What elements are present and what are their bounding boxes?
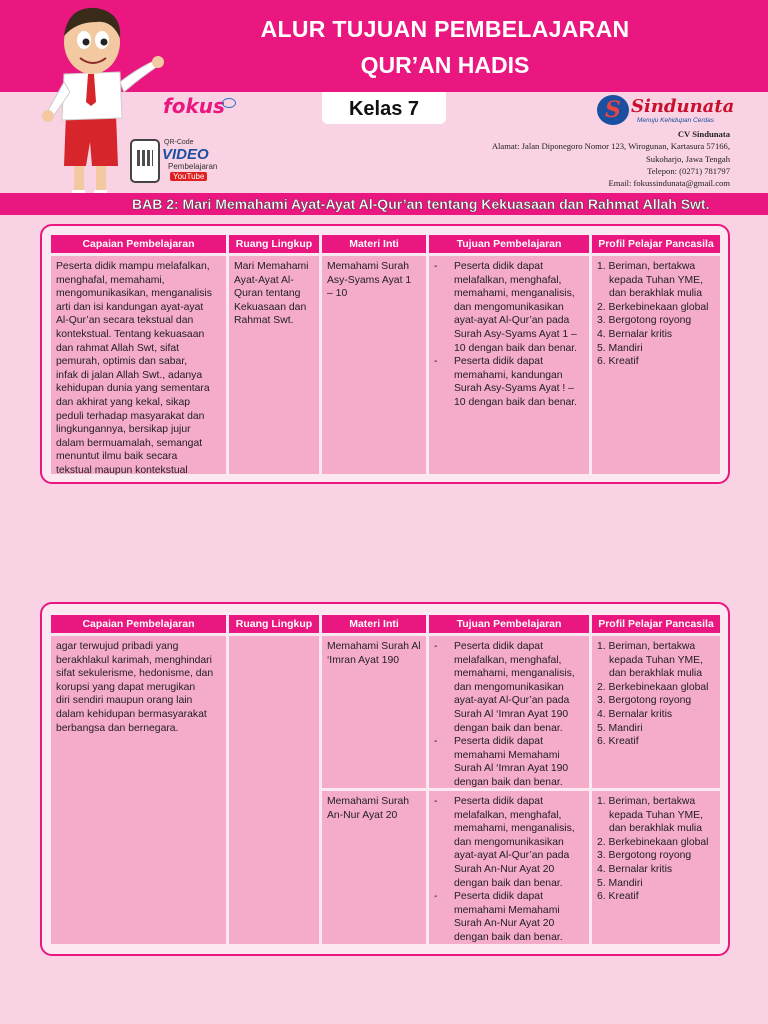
profil-item: 4. Bernalar kritis bbox=[597, 328, 673, 340]
materi-inti-cell bbox=[322, 256, 426, 474]
text-line: Peserta didik dapat bbox=[454, 641, 543, 652]
text-line: Peserta didik dapat bbox=[454, 796, 543, 807]
capaian-cell bbox=[51, 256, 226, 474]
text-line: Peserta didik dapat bbox=[454, 736, 543, 748]
fokus-logo bbox=[163, 94, 225, 118]
text-line: menghafal, memahami, bbox=[56, 274, 165, 286]
text-line: Kekuasaan dan bbox=[234, 301, 307, 313]
text-line: Rahmat Swt. bbox=[234, 315, 294, 327]
dash-bullet: - bbox=[434, 891, 438, 903]
qr-pembelajaran-label: Pembelajaran bbox=[168, 162, 218, 171]
column-header: Capaian Pembelajaran bbox=[51, 235, 226, 253]
text-line: ayat-ayat Al-Qur’an pada bbox=[454, 695, 570, 707]
text-line: dalam kehidupan bermasyarakat bbox=[56, 708, 207, 720]
text-line: ayat-ayat Al-Qur’an pada bbox=[454, 850, 570, 862]
tujuan-item bbox=[434, 735, 584, 789]
text-line: melafalkan, menghafal, bbox=[454, 274, 562, 286]
profil-item: dan berakhlak mulia bbox=[609, 668, 702, 680]
text-line: Surah Asy-Syams Ayat 1 – bbox=[454, 328, 577, 340]
text-line: ‘Imran Ayat 190 bbox=[327, 654, 400, 666]
profil-item: 5. Mandiri bbox=[597, 877, 643, 889]
text-line: dan mengomunikasikan bbox=[454, 301, 564, 313]
page-title: ALUR TUJUAN PEMBELAJARAN bbox=[260, 16, 630, 42]
text-line: agar terwujud pribadi yang bbox=[56, 641, 179, 652]
tujuan-cell bbox=[429, 636, 589, 788]
profil-item: 3. Bergotong royong bbox=[597, 695, 692, 707]
text-line: lingkungannya, bersikap jujur bbox=[56, 424, 191, 436]
profil-item: 6. Kreatif bbox=[597, 736, 639, 748]
text-line: dalam bermuamalah, semangat bbox=[56, 437, 203, 449]
tujuan-cell bbox=[429, 256, 589, 474]
table-panel-2 bbox=[40, 602, 730, 956]
sindunata-name: Sindunata bbox=[631, 96, 735, 117]
text-line: Memahami Surah Al bbox=[327, 641, 421, 652]
text-line: dengan baik dan benar. bbox=[454, 877, 563, 889]
text-line: Surah Al ‘Imran Ayat 190 bbox=[454, 708, 569, 720]
dash-bullet: - bbox=[434, 261, 438, 272]
materi-inti-cell bbox=[322, 791, 426, 944]
text-line: Quran tentang bbox=[234, 288, 301, 300]
text-line: dengan baik dan benar. bbox=[454, 776, 563, 788]
profil-item: 5. Mandiri bbox=[597, 722, 643, 734]
text-line: An-Nur Ayat 20 bbox=[327, 809, 398, 821]
ruang-lingkup-cell bbox=[229, 636, 319, 944]
text-line: menuntut ilmu baik secara bbox=[56, 451, 178, 463]
text-line: dan akhirat yang kekal, sikap bbox=[56, 396, 191, 408]
tujuan-cell bbox=[429, 791, 589, 944]
materi-inti-cell bbox=[322, 636, 426, 788]
text-line: memahami, menganalisis, bbox=[454, 668, 575, 680]
profil-item: dan berakhlak mulia bbox=[609, 288, 702, 300]
text-line: sifat sekulerisme, hedonisme, dan bbox=[56, 668, 214, 680]
text-line: memahami, menganalisis, bbox=[454, 823, 575, 835]
profil-item: 2. Berkebinekaan global bbox=[597, 836, 709, 848]
text-line: diri sendiri maupun orang lain bbox=[56, 695, 193, 707]
profil-cell bbox=[592, 791, 720, 944]
text-line: Memahami Surah bbox=[327, 261, 410, 272]
text-line: berakhlakul karimah, menghindari bbox=[56, 654, 212, 666]
text-line: Al-Qur’an secara tekstual dan bbox=[56, 315, 194, 327]
text-line: pemurah, optimis dan sabar, bbox=[56, 356, 188, 368]
fokus-logo-text: fokus bbox=[163, 94, 225, 118]
qr-video-badge[interactable] bbox=[130, 139, 222, 183]
tujuan-item bbox=[434, 260, 584, 355]
text-line: kehidupan dunia yang sementara bbox=[56, 383, 210, 395]
profil-item: 6. Kreatif bbox=[597, 891, 639, 903]
column-header: Profil Pelajar Pancasila bbox=[592, 235, 720, 253]
profil-item: 4. Bernalar kritis bbox=[597, 708, 673, 720]
profil-item: 6. Kreatif bbox=[597, 356, 639, 368]
text-line: dengan baik dan benar. bbox=[454, 722, 563, 734]
grade-label: Kelas 7 bbox=[322, 92, 446, 124]
sindunata-tagline: Menuju Kehidupan Cerdas bbox=[637, 117, 714, 124]
chapter-title: BAB 2: Mari Memahami Ayat-Ayat Al-Qur’an tentang Kekuasaan dan Rahmat Allah Swt. bbox=[132, 196, 710, 212]
column-header: Ruang Lingkup bbox=[229, 235, 319, 253]
text-line: Surah Al ‘Imran Ayat 190 bbox=[454, 763, 569, 775]
text-line: Surah An-Nur Ayat 20 bbox=[454, 863, 555, 875]
dash-bullet: - bbox=[434, 796, 438, 807]
profil-item: 2. Berkebinekaan global bbox=[597, 301, 709, 313]
text-line: mengomunikasikan, menganalisis bbox=[56, 288, 212, 300]
text-line: memahami Memahami bbox=[454, 749, 560, 761]
text-line: memahami, menganalisis, bbox=[454, 288, 575, 300]
text-line: 10 dengan baik dan benar. bbox=[454, 396, 578, 408]
column-header: Tujuan Pembelajaran bbox=[429, 235, 589, 253]
profil-item: 3. Bergotong royong bbox=[597, 850, 692, 862]
table-panel-1 bbox=[40, 224, 730, 484]
column-header: Profil Pelajar Pancasila bbox=[592, 615, 720, 633]
qr-code-icon bbox=[130, 139, 160, 183]
text-line: Asy-Syams Ayat 1 bbox=[327, 274, 412, 286]
tujuan-item bbox=[434, 640, 584, 735]
column-header: Materi Inti bbox=[322, 235, 426, 253]
profil-cell bbox=[592, 256, 720, 474]
dash-bullet: - bbox=[434, 736, 438, 748]
dash-bullet: - bbox=[434, 356, 438, 368]
text-line: Peserta didik dapat bbox=[454, 891, 543, 903]
address-line: Sukoharjo, Jawa Tengah bbox=[646, 153, 730, 164]
text-line: Peserta didik dapat bbox=[454, 261, 543, 272]
text-line: Mari Memahami bbox=[234, 261, 309, 272]
tujuan-item bbox=[434, 355, 584, 409]
text-line: – 10 bbox=[327, 288, 348, 300]
capaian-cell bbox=[51, 636, 226, 944]
profil-item: kepada Tuhan YME, bbox=[609, 809, 703, 821]
profil-item: 5. Mandiri bbox=[597, 342, 643, 354]
email-line: Email: fokussindunata@gmail.com bbox=[608, 178, 730, 189]
text-line: peduli terhadap masyarakat dan bbox=[56, 410, 205, 422]
profil-item: kepada Tuhan YME, bbox=[609, 274, 703, 286]
text-line: melafalkan, menghafal, bbox=[454, 654, 562, 666]
profil-item: kepada Tuhan YME, bbox=[609, 654, 703, 666]
text-line: Peserta didik mampu melafalkan, bbox=[56, 261, 210, 272]
tujuan-item bbox=[434, 795, 584, 890]
text-line: berbangsa dan bernegara. bbox=[56, 722, 179, 734]
qr-label: QR-Code bbox=[164, 139, 194, 146]
text-line: Surah An-Nur Ayat 20 bbox=[454, 918, 555, 930]
profil-item: 1. Beriman, bertakwa bbox=[597, 641, 696, 652]
text-line: Surah Asy-Syams Ayat ! – bbox=[454, 383, 574, 395]
column-header: Ruang Lingkup bbox=[229, 615, 319, 633]
profil-item: 1. Beriman, bertakwa bbox=[597, 796, 696, 807]
text-line: memahami Memahami bbox=[454, 904, 560, 916]
text-line: Ayat-Ayat Al- bbox=[234, 274, 294, 286]
page-subtitle: QUR’AN HADIS bbox=[360, 52, 530, 78]
text-line: arti dan isi kandungan ayat-ayat bbox=[56, 301, 204, 313]
text-line: melafalkan, menghafal, bbox=[454, 809, 562, 821]
profil-item: 4. Bernalar kritis bbox=[597, 863, 673, 875]
text-line: korupsi yang dapat merugikan bbox=[56, 681, 196, 693]
text-line: memahami, kandungan bbox=[454, 369, 563, 381]
text-line: kontekstual. Tentang kekuasaan bbox=[56, 328, 205, 340]
text-line: 10 dengan baik dan benar. bbox=[454, 342, 578, 354]
text-line: dan rahmat Allah Swt, sifat bbox=[56, 342, 180, 354]
column-header: Materi Inti bbox=[322, 615, 426, 633]
phone-line: Telepon: (0271) 781797 bbox=[647, 165, 730, 176]
fokus-bubble-icon bbox=[222, 98, 236, 108]
publisher-address bbox=[492, 128, 730, 189]
column-header: Tujuan Pembelajaran bbox=[429, 615, 589, 633]
text-line: Peserta didik dapat bbox=[454, 356, 543, 368]
youtube-icon: YouTube bbox=[170, 172, 207, 181]
profil-item: 1. Beriman, bertakwa bbox=[597, 261, 696, 272]
profil-item: dan berakhlak mulia bbox=[609, 823, 702, 835]
column-header: Capaian Pembelajaran bbox=[51, 615, 226, 633]
text-line: tekstual maupun kontekstual bbox=[56, 464, 188, 476]
dash-bullet: - bbox=[434, 641, 438, 652]
text-line: Memahami Surah bbox=[327, 796, 410, 807]
text-line: dan mengomunikasikan bbox=[454, 836, 564, 848]
profil-item: 2. Berkebinekaan global bbox=[597, 681, 709, 693]
ruang-lingkup-cell bbox=[229, 256, 319, 474]
text-line: ayat-ayat Al-Qur’an pada bbox=[454, 315, 570, 327]
qr-video-label: VIDEO bbox=[162, 146, 209, 163]
sindunata-logo bbox=[597, 95, 735, 125]
text-line: dan mengomunikasikan bbox=[454, 681, 564, 693]
text-line: dengan baik dan benar. bbox=[454, 931, 563, 943]
tujuan-item bbox=[434, 890, 584, 944]
text-line: infak di jalan Allah Swt., adanya bbox=[56, 369, 203, 381]
profil-cell bbox=[592, 636, 720, 788]
profil-item: 3. Bergotong royong bbox=[597, 315, 692, 327]
publisher-name: CV Sindunata bbox=[677, 129, 730, 139]
sindunata-emblem-icon bbox=[597, 95, 629, 125]
address-line: Alamat: Jalan Diponegoro Nomor 123, Wirogunan, Kartasura 57166, bbox=[491, 141, 730, 152]
